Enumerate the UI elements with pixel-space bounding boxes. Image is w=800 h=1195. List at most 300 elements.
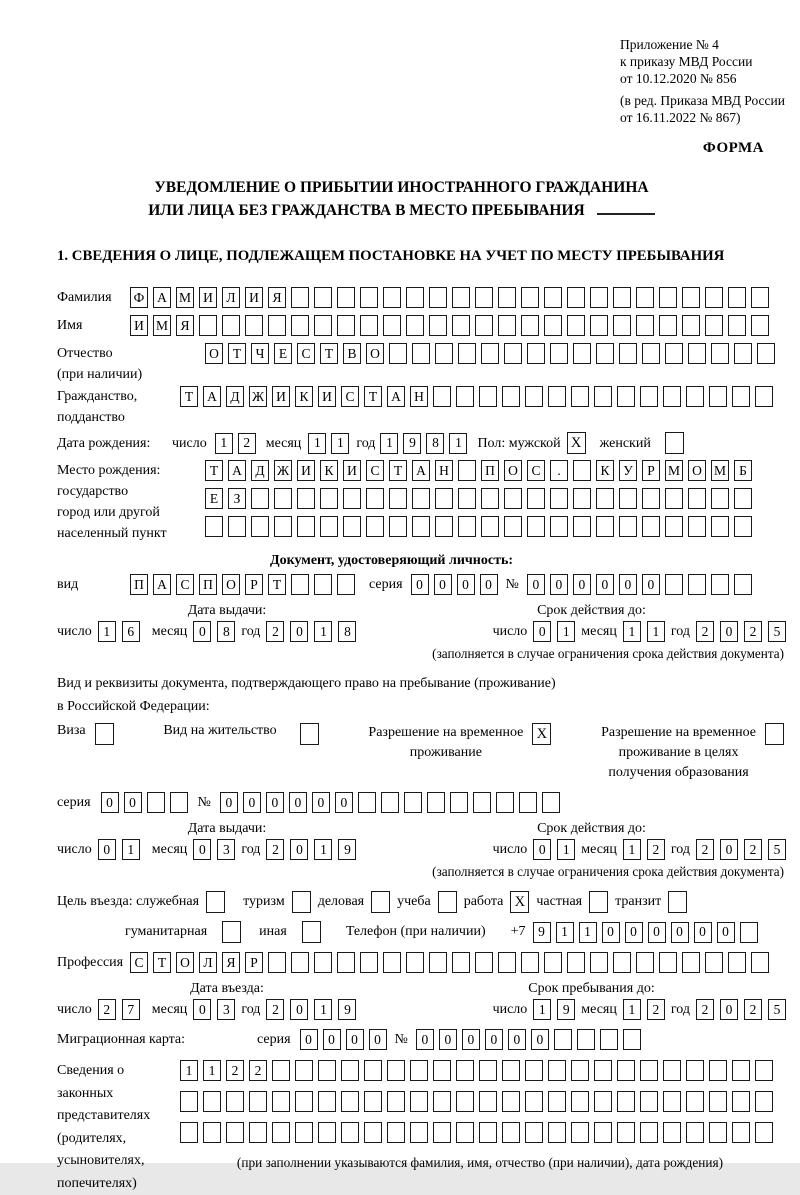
char-cell[interactable] [314,287,332,308]
char-cell[interactable] [682,952,700,973]
char-cell[interactable] [389,488,407,509]
char-cell[interactable]: 0 [439,1029,457,1050]
char-cell[interactable] [757,343,775,364]
char-cell[interactable] [617,1060,635,1081]
char-cell[interactable] [458,343,476,364]
char-cell[interactable] [433,1060,451,1081]
char-cell[interactable]: 1 [308,433,326,454]
char-cell[interactable]: 2 [744,621,762,642]
char-cell[interactable]: 2 [696,621,714,642]
char-cell[interactable] [573,343,591,364]
char-cell[interactable]: 0 [573,574,591,595]
char-cell[interactable] [452,287,470,308]
char-cell[interactable] [205,516,223,537]
char-cell[interactable]: 0 [527,574,545,595]
char-cell[interactable]: 3 [217,839,235,860]
char-cell[interactable] [272,1091,290,1112]
char-cell[interactable] [663,1060,681,1081]
char-cell[interactable]: 1 [380,433,398,454]
char-cell[interactable] [226,1091,244,1112]
char-cell[interactable] [180,1091,198,1112]
char-cell[interactable]: 2 [744,999,762,1020]
char-cell[interactable] [619,516,637,537]
char-cell[interactable]: 0 [220,792,238,813]
visa-checkbox[interactable] [95,723,114,745]
char-cell[interactable]: 9 [557,999,575,1020]
char-cell[interactable] [387,1060,405,1081]
char-cell[interactable] [435,516,453,537]
char-cell[interactable] [366,516,384,537]
char-cell[interactable] [550,343,568,364]
char-cell[interactable]: 2 [744,839,762,860]
char-cell[interactable]: 1 [331,433,349,454]
char-cell[interactable]: 0 [625,922,643,943]
char-cell[interactable] [364,1122,382,1143]
char-cell[interactable] [659,287,677,308]
char-cell[interactable]: А [203,386,221,407]
char-cell[interactable]: 0 [648,922,666,943]
char-cell[interactable] [427,792,445,813]
char-cell[interactable]: И [130,315,148,336]
char-cell[interactable]: С [527,460,545,481]
char-cell[interactable]: 8 [426,433,444,454]
char-cell[interactable]: С [297,343,315,364]
char-cell[interactable]: 9 [403,433,421,454]
char-cell[interactable]: 1 [623,999,641,1020]
char-cell[interactable] [479,1091,497,1112]
char-cell[interactable] [527,343,545,364]
char-cell[interactable] [498,315,516,336]
char-cell[interactable] [642,488,660,509]
char-cell[interactable] [567,315,585,336]
char-cell[interactable]: Т [153,952,171,973]
char-cell[interactable]: О [205,343,223,364]
char-cell[interactable]: 9 [338,839,356,860]
purpose-transit-checkbox[interactable] [668,891,687,913]
char-cell[interactable] [686,1060,704,1081]
char-cell[interactable] [732,1122,750,1143]
char-cell[interactable] [450,792,468,813]
char-cell[interactable] [383,315,401,336]
char-cell[interactable]: У [619,460,637,481]
char-cell[interactable] [226,1122,244,1143]
char-cell[interactable] [364,1060,382,1081]
char-cell[interactable] [619,488,637,509]
char-cell[interactable] [502,1091,520,1112]
char-cell[interactable]: Л [199,952,217,973]
char-cell[interactable]: 2 [696,999,714,1020]
char-cell[interactable] [314,952,332,973]
char-cell[interactable] [571,1091,589,1112]
char-cell[interactable] [594,1122,612,1143]
char-cell[interactable] [544,315,562,336]
char-cell[interactable]: С [341,386,359,407]
char-cell[interactable] [665,488,683,509]
char-cell[interactable] [456,1122,474,1143]
char-cell[interactable]: 0 [266,792,284,813]
char-cell[interactable] [590,287,608,308]
char-cell[interactable] [711,343,729,364]
char-cell[interactable] [567,952,585,973]
char-cell[interactable]: 7 [122,999,140,1020]
char-cell[interactable] [366,488,384,509]
char-cell[interactable] [381,792,399,813]
char-cell[interactable]: А [228,460,246,481]
char-cell[interactable] [435,488,453,509]
char-cell[interactable]: 2 [249,1060,267,1081]
char-cell[interactable]: 0 [533,839,551,860]
char-cell[interactable]: М [711,460,729,481]
char-cell[interactable] [640,386,658,407]
purpose-business-checkbox[interactable] [371,891,390,913]
char-cell[interactable] [636,952,654,973]
char-cell[interactable]: И [297,460,315,481]
char-cell[interactable] [521,287,539,308]
char-cell[interactable]: Ч [251,343,269,364]
char-cell[interactable] [429,287,447,308]
char-cell[interactable] [479,386,497,407]
char-cell[interactable] [613,315,631,336]
char-cell[interactable] [496,792,514,813]
char-cell[interactable] [525,1122,543,1143]
char-cell[interactable] [688,343,706,364]
char-cell[interactable]: Т [268,574,286,595]
char-cell[interactable] [268,952,286,973]
char-cell[interactable] [337,952,355,973]
char-cell[interactable]: 1 [203,1060,221,1081]
char-cell[interactable] [751,315,769,336]
char-cell[interactable] [295,1091,313,1112]
char-cell[interactable] [686,1091,704,1112]
char-cell[interactable] [659,315,677,336]
char-cell[interactable]: П [481,460,499,481]
char-cell[interactable] [665,516,683,537]
char-cell[interactable]: П [199,574,217,595]
residence-permit-checkbox[interactable] [300,723,319,745]
char-cell[interactable] [596,343,614,364]
char-cell[interactable]: 1 [647,621,665,642]
char-cell[interactable]: 0 [533,621,551,642]
char-cell[interactable] [228,516,246,537]
char-cell[interactable] [728,952,746,973]
char-cell[interactable] [180,1122,198,1143]
char-cell[interactable]: О [366,343,384,364]
char-cell[interactable]: О [504,460,522,481]
char-cell[interactable]: 0 [457,574,475,595]
char-cell[interactable]: 1 [557,621,575,642]
char-cell[interactable] [291,287,309,308]
char-cell[interactable] [613,952,631,973]
char-cell[interactable]: 2 [98,999,116,1020]
char-cell[interactable] [387,1122,405,1143]
char-cell[interactable]: 0 [124,792,142,813]
char-cell[interactable]: Н [435,460,453,481]
char-cell[interactable] [642,343,660,364]
char-cell[interactable] [711,488,729,509]
char-cell[interactable] [314,315,332,336]
char-cell[interactable] [686,386,704,407]
char-cell[interactable] [456,1060,474,1081]
char-cell[interactable]: А [387,386,405,407]
char-cell[interactable]: 1 [314,839,332,860]
char-cell[interactable]: 0 [323,1029,341,1050]
char-cell[interactable]: Т [389,460,407,481]
char-cell[interactable] [619,343,637,364]
char-cell[interactable] [272,1060,290,1081]
char-cell[interactable]: З [228,488,246,509]
char-cell[interactable] [521,952,539,973]
char-cell[interactable] [550,488,568,509]
char-cell[interactable] [429,315,447,336]
char-cell[interactable] [527,488,545,509]
char-cell[interactable]: Р [642,460,660,481]
char-cell[interactable] [452,952,470,973]
char-cell[interactable] [617,1091,635,1112]
char-cell[interactable] [682,287,700,308]
char-cell[interactable] [636,287,654,308]
char-cell[interactable] [481,516,499,537]
char-cell[interactable] [475,952,493,973]
char-cell[interactable]: 1 [579,922,597,943]
char-cell[interactable] [410,1060,428,1081]
char-cell[interactable] [412,343,430,364]
char-cell[interactable] [640,1122,658,1143]
char-cell[interactable] [251,488,269,509]
char-cell[interactable] [755,1091,773,1112]
char-cell[interactable] [755,386,773,407]
char-cell[interactable]: Я [268,287,286,308]
char-cell[interactable]: 2 [647,999,665,1020]
sex-female-checkbox[interactable] [665,432,684,454]
char-cell[interactable]: 0 [416,1029,434,1050]
char-cell[interactable]: 5 [768,621,786,642]
char-cell[interactable] [245,315,263,336]
char-cell[interactable]: И [199,287,217,308]
char-cell[interactable]: 1 [623,839,641,860]
char-cell[interactable] [504,488,522,509]
char-cell[interactable]: 0 [193,999,211,1020]
char-cell[interactable] [734,343,752,364]
char-cell[interactable] [617,1122,635,1143]
char-cell[interactable]: Я [176,315,194,336]
char-cell[interactable] [341,1122,359,1143]
char-cell[interactable]: Д [251,460,269,481]
char-cell[interactable] [387,1091,405,1112]
char-cell[interactable]: 1 [180,1060,198,1081]
char-cell[interactable]: 0 [596,574,614,595]
char-cell[interactable] [665,574,683,595]
char-cell[interactable] [170,792,188,813]
char-cell[interactable] [297,516,315,537]
char-cell[interactable]: М [153,315,171,336]
char-cell[interactable]: 0 [289,792,307,813]
char-cell[interactable] [406,287,424,308]
char-cell[interactable] [732,1060,750,1081]
char-cell[interactable] [548,386,566,407]
char-cell[interactable] [389,343,407,364]
char-cell[interactable]: 0 [671,922,689,943]
char-cell[interactable] [740,922,758,943]
char-cell[interactable] [519,792,537,813]
char-cell[interactable] [475,287,493,308]
char-cell[interactable]: С [366,460,384,481]
char-cell[interactable]: 0 [642,574,660,595]
char-cell[interactable]: 2 [647,839,665,860]
char-cell[interactable]: 0 [720,621,738,642]
char-cell[interactable] [479,1060,497,1081]
char-cell[interactable] [458,516,476,537]
char-cell[interactable] [343,516,361,537]
char-cell[interactable] [452,315,470,336]
char-cell[interactable] [732,1091,750,1112]
char-cell[interactable] [567,287,585,308]
char-cell[interactable]: 0 [369,1029,387,1050]
char-cell[interactable] [525,1091,543,1112]
char-cell[interactable]: 0 [694,922,712,943]
char-cell[interactable] [525,386,543,407]
char-cell[interactable] [642,516,660,537]
char-cell[interactable] [544,287,562,308]
char-cell[interactable]: 1 [314,621,332,642]
char-cell[interactable] [433,386,451,407]
char-cell[interactable] [502,386,520,407]
char-cell[interactable] [640,1091,658,1112]
char-cell[interactable] [249,1091,267,1112]
char-cell[interactable] [481,488,499,509]
char-cell[interactable] [504,343,522,364]
char-cell[interactable] [548,1122,566,1143]
purpose-private-checkbox[interactable] [589,891,608,913]
char-cell[interactable]: 9 [533,922,551,943]
char-cell[interactable]: 1 [557,839,575,860]
char-cell[interactable] [711,574,729,595]
char-cell[interactable]: П [130,574,148,595]
char-cell[interactable] [573,488,591,509]
char-cell[interactable]: 0 [485,1029,503,1050]
purpose-study-checkbox[interactable] [438,891,457,913]
char-cell[interactable]: 2 [266,621,284,642]
char-cell[interactable] [542,792,560,813]
char-cell[interactable]: 0 [717,922,735,943]
char-cell[interactable] [751,287,769,308]
char-cell[interactable] [318,1060,336,1081]
char-cell[interactable]: М [176,287,194,308]
char-cell[interactable]: 0 [720,839,738,860]
char-cell[interactable]: 0 [462,1029,480,1050]
char-cell[interactable]: О [176,952,194,973]
char-cell[interactable]: Е [274,343,292,364]
char-cell[interactable] [318,1091,336,1112]
char-cell[interactable] [389,516,407,537]
char-cell[interactable] [199,315,217,336]
char-cell[interactable] [663,1122,681,1143]
char-cell[interactable] [504,516,522,537]
char-cell[interactable] [404,792,422,813]
char-cell[interactable]: 0 [290,621,308,642]
char-cell[interactable]: 2 [238,433,256,454]
char-cell[interactable]: А [153,287,171,308]
char-cell[interactable]: 0 [480,574,498,595]
char-cell[interactable]: 0 [101,792,119,813]
char-cell[interactable] [548,1060,566,1081]
char-cell[interactable] [571,1122,589,1143]
char-cell[interactable] [709,1060,727,1081]
char-cell[interactable]: Р [245,952,263,973]
char-cell[interactable] [458,488,476,509]
char-cell[interactable]: 1 [449,433,467,454]
char-cell[interactable] [314,574,332,595]
char-cell[interactable] [481,343,499,364]
char-cell[interactable] [383,287,401,308]
purpose-tourism-checkbox[interactable] [292,891,311,913]
char-cell[interactable]: 2 [266,839,284,860]
char-cell[interactable] [433,1122,451,1143]
char-cell[interactable] [498,952,516,973]
char-cell[interactable]: И [272,386,290,407]
char-cell[interactable]: 8 [338,621,356,642]
char-cell[interactable] [709,386,727,407]
char-cell[interactable] [364,1091,382,1112]
char-cell[interactable] [274,516,292,537]
char-cell[interactable] [291,315,309,336]
char-cell[interactable]: 0 [193,839,211,860]
char-cell[interactable] [550,516,568,537]
char-cell[interactable] [594,386,612,407]
char-cell[interactable] [527,516,545,537]
char-cell[interactable] [640,1060,658,1081]
char-cell[interactable] [318,1122,336,1143]
char-cell[interactable] [295,1122,313,1143]
char-cell[interactable]: 1 [556,922,574,943]
char-cell[interactable] [594,1091,612,1112]
char-cell[interactable] [665,343,683,364]
char-cell[interactable] [297,488,315,509]
char-cell[interactable] [734,516,752,537]
char-cell[interactable]: 2 [696,839,714,860]
char-cell[interactable] [659,952,677,973]
char-cell[interactable]: И [245,287,263,308]
char-cell[interactable] [686,1122,704,1143]
char-cell[interactable] [249,1122,267,1143]
purpose-official-checkbox[interactable] [206,891,225,913]
char-cell[interactable] [406,952,424,973]
char-cell[interactable] [573,516,591,537]
char-cell[interactable]: И [343,460,361,481]
char-cell[interactable] [594,1060,612,1081]
char-cell[interactable]: 0 [411,574,429,595]
char-cell[interactable] [341,1060,359,1081]
char-cell[interactable] [548,1091,566,1112]
char-cell[interactable] [502,1122,520,1143]
char-cell[interactable] [343,488,361,509]
char-cell[interactable]: Е [205,488,223,509]
char-cell[interactable] [203,1091,221,1112]
char-cell[interactable]: 0 [619,574,637,595]
char-cell[interactable] [295,1060,313,1081]
char-cell[interactable] [734,574,752,595]
char-cell[interactable]: 0 [602,922,620,943]
char-cell[interactable] [755,1060,773,1081]
char-cell[interactable]: О [222,574,240,595]
char-cell[interactable]: Р [245,574,263,595]
char-cell[interactable] [222,315,240,336]
char-cell[interactable] [272,1122,290,1143]
char-cell[interactable] [590,315,608,336]
char-cell[interactable]: 0 [300,1029,318,1050]
char-cell[interactable]: . [550,460,568,481]
temp-residence-education-checkbox[interactable] [765,723,784,745]
char-cell[interactable] [320,488,338,509]
